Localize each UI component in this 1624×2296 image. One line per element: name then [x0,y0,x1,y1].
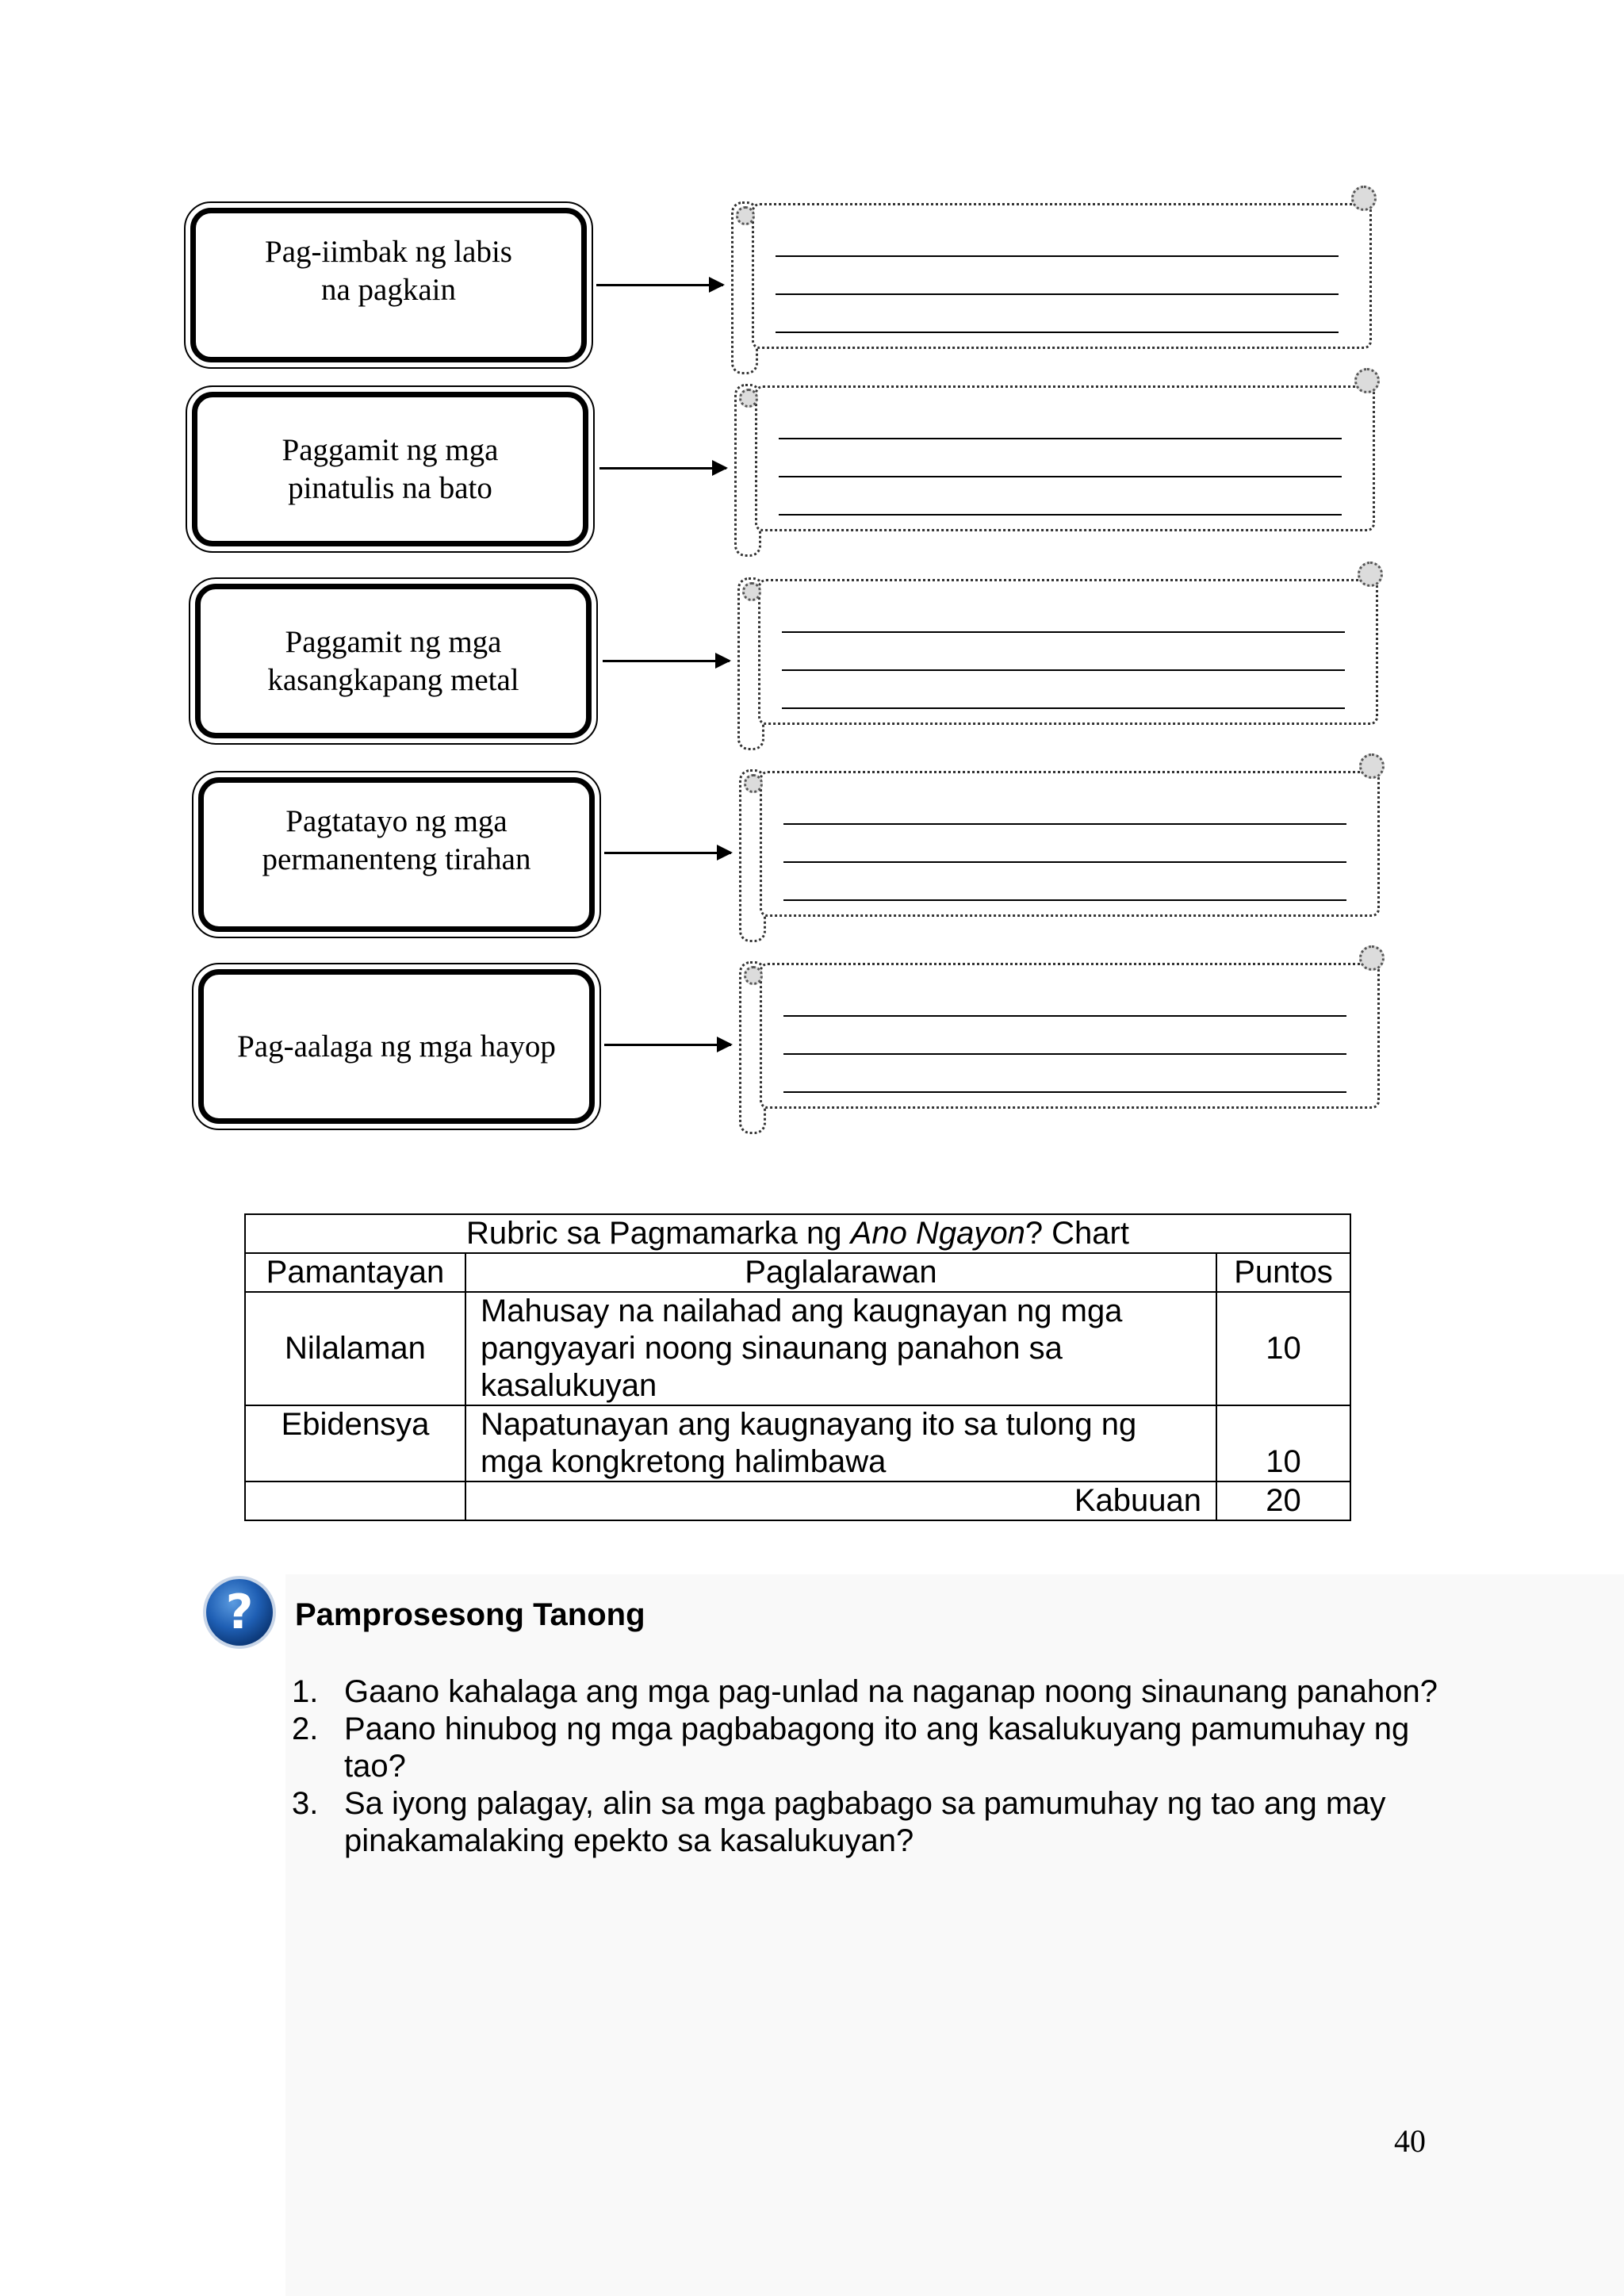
activity-label-2: Paggamit ng mga pinatulis na bato [282,432,499,505]
rubric-title-row [245,1214,1350,1253]
arrow-3 [603,660,730,662]
answer-scroll-4[interactable] [739,758,1380,942]
answer-line[interactable] [783,1015,1346,1017]
svg-text:?: ? [225,1585,254,1640]
arrow-2 [599,467,726,470]
rubric-table [244,1213,1351,1521]
activity-box-2 [192,392,588,546]
list-item [292,1785,1450,1860]
answer-line[interactable] [783,1053,1346,1055]
header-pamantayan: Pamantayan [245,1253,465,1292]
question-number: 3. [292,1786,319,1821]
page-number: 40 [1394,2123,1426,2159]
activity-box-5 [198,969,595,1124]
arrow-5 [604,1044,731,1046]
activity-box-3 [195,584,592,738]
arrow-4 [604,852,731,854]
total-label: Kabuuan [465,1481,1216,1520]
description-cell: Napatunayan ang kaugnayang ito sa tulong ng mga kongkretong halimbawa [465,1405,1216,1481]
points-cell: 10 [1216,1292,1350,1405]
activity-label-1: Pag-iimbak ng labis na pagkain [265,234,512,307]
answer-line[interactable] [783,861,1346,863]
answer-line[interactable] [779,438,1342,439]
answer-scroll-3[interactable] [737,566,1378,750]
table-row [245,1292,1350,1405]
scroll-curl-icon [744,966,763,985]
list-item [292,1673,1450,1711]
activity-box-4 [198,777,595,932]
arrow-1 [596,284,723,286]
criterion-cell: Ebidensya [245,1405,465,1481]
answer-line[interactable] [783,1091,1346,1093]
answer-line[interactable] [779,476,1342,477]
activity-box-1 [190,208,587,362]
answer-line[interactable] [776,255,1339,257]
scroll-curl-icon [742,582,761,601]
scroll-curl-icon [744,774,763,793]
scroll-curl-icon [1358,562,1383,587]
question-text: Sa iyong palagay, alin sa mga pagbabago sa pamumuhay ng tao ang may pinakamalaking epekto sa kasalukuyan? [344,1786,1386,1858]
scroll-curl-icon [1359,753,1385,779]
total-points: 20 [1216,1481,1350,1520]
scroll-curl-icon [736,206,755,225]
question-text: Gaano kahalaga ang mga pag-unlad na naganap noong sinaunang panahon? [344,1674,1438,1709]
activity-label-5: Pag-aalaga ng mga hayop [237,1029,556,1064]
question-text: Paano hinubog ng mga pagbabagong ito ang kasalukuyang pamumuhay ng tao? [344,1711,1410,1784]
answer-line[interactable] [776,332,1339,333]
rubric-title: Rubric sa Pagmamarka ng Ano Ngayon? Chart [245,1214,1350,1253]
answer-line[interactable] [782,631,1345,633]
total-row [245,1481,1350,1520]
answer-line[interactable] [779,514,1342,516]
scroll-curl-icon [739,389,758,408]
answer-line[interactable] [783,899,1346,901]
scroll-curl-icon [1354,368,1380,393]
questions-heading: Pamprosesong Tanong [295,1597,645,1632]
header-puntos: Puntos [1216,1253,1350,1292]
rubric-header-row [245,1253,1350,1292]
scroll-curl-icon [1351,186,1377,211]
points-cell: 10 [1216,1405,1350,1481]
question-mark-icon [200,1573,279,1652]
question-list [292,1673,1450,1860]
list-item [292,1711,1450,1785]
activity-label-3: Paggamit ng mga kasangkapang metal [267,624,519,697]
answer-scroll-1[interactable] [731,190,1372,374]
table-row [245,1405,1350,1481]
activity-label-4: Pagtatayo ng mga permanenteng tirahan [262,803,531,876]
answer-line[interactable] [782,707,1345,709]
answer-line[interactable] [782,669,1345,671]
description-cell: Mahusay na nailahad ang kaugnayan ng mga pangyayari noong sinaunang panahon sa kasalukuyan [465,1292,1216,1405]
empty-cell [245,1481,465,1520]
answer-scroll-5[interactable] [739,950,1380,1134]
criterion-cell: Nilalaman [245,1292,465,1405]
question-number: 2. [292,1711,319,1746]
answer-scroll-2[interactable] [734,373,1375,557]
header-paglalarawan: Paglalarawan [465,1253,1216,1292]
question-number: 1. [292,1674,319,1709]
answer-line[interactable] [783,823,1346,825]
answer-line[interactable] [776,293,1339,295]
scroll-curl-icon [1359,945,1385,971]
